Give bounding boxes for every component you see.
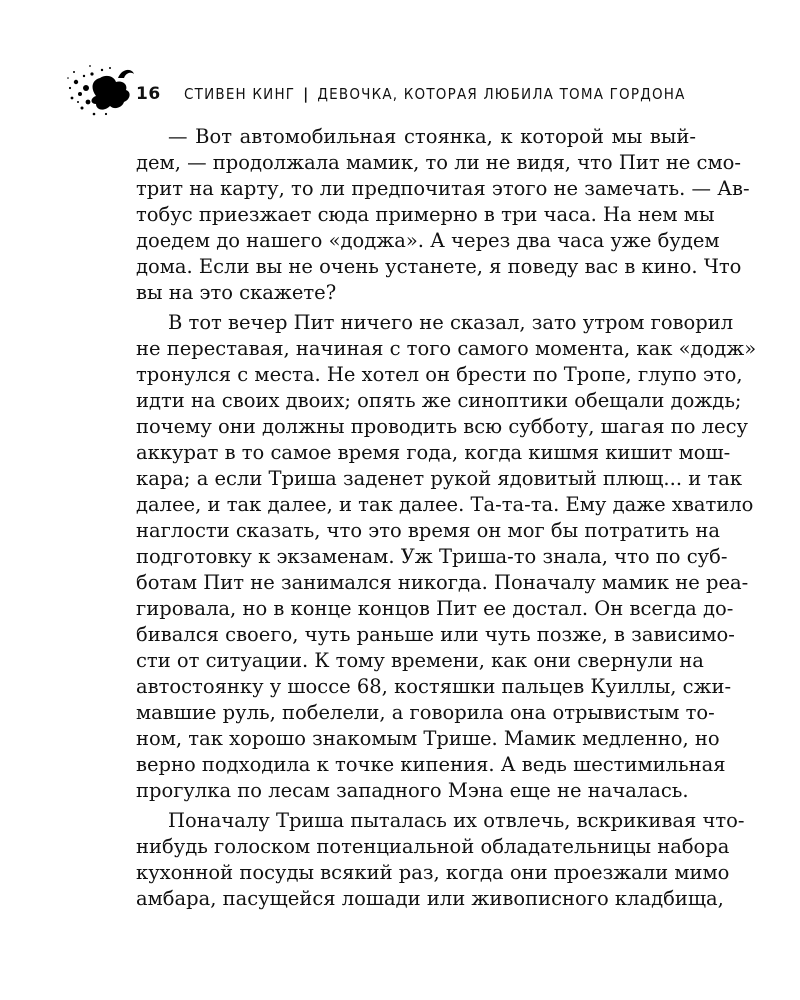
- text-line: Поначалу Триша пыталась их отвлечь, вскрикивая что-: [168, 809, 745, 832]
- book-title: ДЕВОЧКА, КОТОРАЯ ЛЮБИЛА ТОМА ГОРДОНА: [317, 85, 686, 103]
- text-line: мавшие руль, побелели, а говорила она отрывистым то-: [136, 701, 715, 724]
- text-line: тронулся с места. Не хотел он брести по Тропе, глупо это,: [136, 363, 743, 386]
- ink-splatter-icon: [66, 58, 136, 118]
- text-line: почему они должны проводить всю субботу, шагая по лесу: [136, 415, 748, 438]
- text-line: верно подходила к точке кипения. А ведь шестимильная: [136, 753, 726, 776]
- text-line: далее, и так далее, и так далее. Та-та-та. Ему даже хватило: [136, 493, 754, 516]
- text-line: нибудь голоском потенциальной обладательницы набора: [136, 835, 730, 858]
- text-line: ном, так хорошо знакомым Трише. Мамик медленно, но: [136, 727, 720, 750]
- body-text: [136, 124, 757, 912]
- text-line: прогулка по лесам западного Мэна еще не началась.: [136, 779, 689, 802]
- text-line: наглости сказать, что это время он мог бы потратить на: [136, 519, 720, 542]
- text-line: сти от ситуации. К тому времени, как они свернули на: [136, 649, 704, 672]
- paragraph-2: [136, 310, 757, 804]
- text-line: бивался своего, чуть раньше или чуть позже, в зависимо-: [136, 623, 735, 646]
- text-line: — Вот автомобильная стоянка, к которой мы вый-: [168, 125, 696, 148]
- text-line: автостоянку у шоссе 68, костяшки пальцев Куиллы, сжи-: [136, 675, 732, 698]
- text-line: подготовку к экзаменам. Уж Триша-то знала, что по суб-: [136, 545, 728, 568]
- text-line: трит на карту, то ли предпочитая этого не замечать. — Ав-: [136, 177, 750, 200]
- text-line: кухонной посуды всякий раз, когда они проезжали мимо: [136, 861, 730, 884]
- page-number: 16: [136, 84, 161, 104]
- paragraph-1: [136, 124, 750, 306]
- text-line: аккурат в то самое время года, когда кишмя кишит мош-: [136, 441, 731, 464]
- text-line: доедем до нашего «доджа». А через два часа уже будем: [136, 229, 720, 252]
- text-line: дома. Если вы не очень устанете, я поведу вас в кино. Что: [136, 255, 742, 278]
- running-head-text: [184, 85, 686, 103]
- text-line: идти на своих двоих; опять же синоптики обещали дождь;: [136, 389, 742, 412]
- text-line: дем, — продолжала мамик, то ли не видя, что Пит не смо-: [136, 151, 741, 174]
- author-name: СТИВЕН КИНГ: [184, 85, 296, 103]
- text-line: амбара, пасущейся лошади или живописного кладбища,: [136, 887, 724, 910]
- text-line: В тот вечер Пит ничего не сказал, зато утром говорил: [168, 311, 734, 334]
- text-line: ботам Пит не занимался никогда. Поначалу мамик не реа-: [136, 571, 749, 594]
- paragraph-3: [136, 808, 745, 912]
- text-line: кара; а если Триша заденет рукой ядовитый плющ... и так: [136, 467, 743, 490]
- text-line: тобус приезжает сюда примерно в три часа. На нем мы: [136, 203, 715, 226]
- text-line: не переставая, начиная с того самого момента, как «додж»: [136, 337, 757, 360]
- header-separator: |: [303, 85, 310, 103]
- running-header: [66, 58, 706, 118]
- text-line: вы на это скажете?: [136, 281, 337, 304]
- text-line: гировала, но в конце концов Пит ее достал. Он всегда до-: [136, 597, 734, 620]
